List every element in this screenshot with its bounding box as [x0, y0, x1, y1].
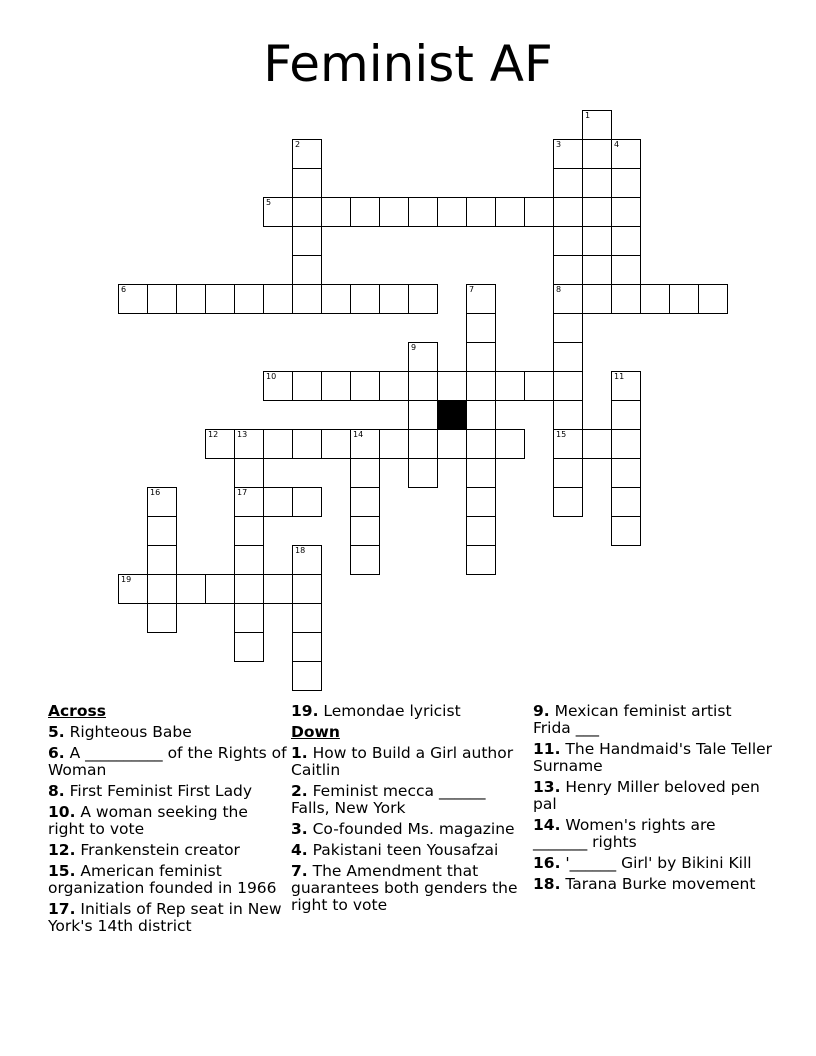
- grid-cell[interactable]: [553, 342, 583, 372]
- clue-number: 1: [585, 111, 591, 120]
- grid-cell[interactable]: [292, 487, 322, 517]
- clue-item-number: 14.: [533, 816, 561, 834]
- clue-item: [291, 863, 527, 914]
- clue-item-text: Tarana Burke movement: [560, 875, 756, 893]
- grid-cell[interactable]: [669, 284, 699, 314]
- grid-cell[interactable]: [350, 487, 380, 517]
- grid-cell[interactable]: [234, 487, 264, 517]
- grid-cell[interactable]: [524, 197, 554, 227]
- grid-cell[interactable]: [437, 429, 467, 459]
- clue-item-text: The Handmaid's Tale Teller Surname: [533, 740, 773, 775]
- clue-number: 18: [295, 546, 306, 555]
- clue-item-text: Women's rights are _______ rights: [533, 816, 716, 851]
- grid-cell[interactable]: [263, 284, 293, 314]
- puzzle-title: Feminist AF: [263, 35, 553, 93]
- clue-item-text: Frankenstein creator: [75, 841, 240, 859]
- clue-item-text: The Amendment that guarantees both genders the right to vote: [291, 862, 518, 914]
- grid-cell[interactable]: [408, 429, 438, 459]
- clue-item-number: 16.: [533, 854, 561, 872]
- grid-cell[interactable]: [321, 429, 351, 459]
- grid-cell[interactable]: [292, 255, 322, 285]
- clue-number: 3: [556, 140, 562, 149]
- clue-item-number: 15.: [48, 862, 76, 880]
- clue-number: 5: [266, 198, 272, 207]
- grid-cell[interactable]: [350, 429, 380, 459]
- grid-cell[interactable]: [147, 487, 177, 517]
- grid-cell[interactable]: [553, 168, 583, 198]
- clue-number: 6: [121, 285, 127, 294]
- clue-number: 13: [237, 430, 248, 439]
- grid-cell[interactable]: [292, 545, 322, 575]
- clue-item-number: 11.: [533, 740, 561, 758]
- grid-cell[interactable]: [611, 371, 641, 401]
- grid-cell[interactable]: [379, 371, 409, 401]
- clue-column-1: [48, 703, 288, 939]
- grid-cell[interactable]: [292, 197, 322, 227]
- grid-cell[interactable]: [205, 429, 235, 459]
- grid-cell[interactable]: [466, 284, 496, 314]
- clue-item-text: A __________ of the Rights of Woman: [48, 744, 287, 779]
- clue-number: 7: [469, 285, 475, 294]
- grid-cell[interactable]: [350, 197, 380, 227]
- clue-item-number: 18.: [533, 875, 561, 893]
- grid-cell[interactable]: [118, 284, 148, 314]
- grid-cell[interactable]: [582, 139, 612, 169]
- grid-cell[interactable]: [408, 284, 438, 314]
- grid-cell[interactable]: [263, 574, 293, 604]
- grid-cell[interactable]: [205, 284, 235, 314]
- clue-number: 12: [208, 430, 219, 439]
- grid-cell[interactable]: [466, 313, 496, 343]
- clue-number: 15: [556, 430, 567, 439]
- clue-number: 4: [614, 140, 620, 149]
- grid-cell[interactable]: [234, 545, 264, 575]
- clue-item: [533, 741, 773, 775]
- grid-cell[interactable]: [234, 429, 264, 459]
- grid-cell[interactable]: [379, 197, 409, 227]
- grid-cell[interactable]: [582, 168, 612, 198]
- clue-item-number: 12.: [48, 841, 76, 859]
- clue-item: [291, 745, 527, 779]
- grid-cell[interactable]: [611, 487, 641, 517]
- clue-item-number: 13.: [533, 778, 561, 796]
- grid-cell[interactable]: [408, 371, 438, 401]
- grid-cell[interactable]: [466, 458, 496, 488]
- clue-number: 14: [353, 430, 364, 439]
- grid-cell[interactable]: [292, 574, 322, 604]
- clue-number: 17: [237, 488, 248, 497]
- black-square: [437, 400, 467, 430]
- clue-item-number: 7.: [291, 862, 308, 880]
- grid-cell[interactable]: [466, 545, 496, 575]
- clue-item-text: American feminist organization founded in 1966: [48, 862, 277, 897]
- clue-item-text: A woman seeking the right to vote: [48, 803, 248, 838]
- clue-item-number: 6.: [48, 744, 65, 762]
- clue-item-text: Initials of Rep seat in New York's 14th district: [48, 900, 282, 935]
- clue-number: 19: [121, 575, 132, 584]
- grid-cell[interactable]: [553, 313, 583, 343]
- grid-cell[interactable]: [466, 516, 496, 546]
- grid-cell[interactable]: [147, 603, 177, 633]
- grid-cell[interactable]: [553, 429, 583, 459]
- grid-cell[interactable]: [611, 516, 641, 546]
- clue-item: [48, 901, 288, 935]
- clue-column-2: [291, 703, 527, 918]
- grid-cell[interactable]: [176, 574, 206, 604]
- grid-cell[interactable]: [350, 371, 380, 401]
- grid-cell[interactable]: [292, 284, 322, 314]
- grid-cell[interactable]: [582, 284, 612, 314]
- grid-cell[interactable]: [408, 458, 438, 488]
- grid-cell[interactable]: [553, 458, 583, 488]
- clue-item-text: Mexican feminist artist Frida ___: [533, 702, 732, 737]
- grid-cell[interactable]: [205, 574, 235, 604]
- clue-item: [533, 703, 773, 737]
- grid-cell[interactable]: [176, 284, 206, 314]
- clue-item-number: 1.: [291, 744, 308, 762]
- grid-cell[interactable]: [495, 429, 525, 459]
- grid-cell[interactable]: [263, 487, 293, 517]
- clue-item-number: 5.: [48, 723, 65, 741]
- grid-cell[interactable]: [263, 197, 293, 227]
- clue-item-number: 4.: [291, 841, 308, 859]
- grid-cell[interactable]: [611, 255, 641, 285]
- clue-number: 9: [411, 343, 417, 352]
- grid-cell[interactable]: [466, 429, 496, 459]
- clue-item-number: 3.: [291, 820, 308, 838]
- grid-cell[interactable]: [147, 516, 177, 546]
- grid-cell[interactable]: [379, 429, 409, 459]
- grid-cell[interactable]: [553, 400, 583, 430]
- grid-cell[interactable]: [263, 429, 293, 459]
- clue-item-number: 10.: [48, 803, 76, 821]
- grid-cell[interactable]: [495, 197, 525, 227]
- clue-item: [291, 821, 527, 838]
- grid-cell[interactable]: [466, 371, 496, 401]
- grid-cell[interactable]: [553, 139, 583, 169]
- clue-item-number: 9.: [533, 702, 550, 720]
- grid-cell[interactable]: [611, 139, 641, 169]
- grid-cell[interactable]: [234, 603, 264, 633]
- clue-item: [48, 863, 288, 897]
- grid-cell[interactable]: [292, 603, 322, 633]
- clue-column-3: [533, 703, 773, 897]
- grid-cell[interactable]: [234, 284, 264, 314]
- clue-number: 8: [556, 285, 562, 294]
- clue-item: [533, 779, 773, 813]
- grid-cell[interactable]: [437, 371, 467, 401]
- grid-cell[interactable]: [495, 371, 525, 401]
- grid-cell[interactable]: [234, 632, 264, 662]
- grid-cell[interactable]: [292, 168, 322, 198]
- clue-item-text: How to Build a Girl author Caitlin: [291, 744, 514, 779]
- grid-cell[interactable]: [147, 574, 177, 604]
- grid-cell[interactable]: [234, 458, 264, 488]
- grid-cell[interactable]: [524, 371, 554, 401]
- grid-cell[interactable]: [611, 197, 641, 227]
- grid-cell[interactable]: [292, 371, 322, 401]
- grid-cell[interactable]: [234, 574, 264, 604]
- grid-cell[interactable]: [292, 226, 322, 256]
- grid-cell[interactable]: [582, 197, 612, 227]
- grid-cell[interactable]: [553, 371, 583, 401]
- clue-item: [291, 783, 527, 817]
- grid-cell[interactable]: [611, 284, 641, 314]
- grid-cell[interactable]: [553, 284, 583, 314]
- clue-number: 2: [295, 140, 301, 149]
- grid-cell[interactable]: [350, 545, 380, 575]
- grid-cell[interactable]: [234, 516, 264, 546]
- grid-cell[interactable]: [437, 197, 467, 227]
- clue-item-text: Righteous Babe: [64, 723, 192, 741]
- clue-item: [533, 855, 773, 872]
- clue-item-text: Lemondae lyricist: [318, 702, 461, 720]
- grid-cell[interactable]: [611, 226, 641, 256]
- clue-heading-down: Down: [291, 723, 340, 741]
- grid-cell[interactable]: [321, 284, 351, 314]
- grid-cell[interactable]: [582, 110, 612, 140]
- clue-item: [291, 703, 527, 720]
- clue-item: [291, 842, 527, 859]
- grid-cell[interactable]: [292, 661, 322, 691]
- grid-cell[interactable]: [379, 284, 409, 314]
- grid-cell[interactable]: [553, 226, 583, 256]
- clue-item: [48, 783, 288, 800]
- grid-cell[interactable]: [292, 139, 322, 169]
- grid-cell[interactable]: [147, 284, 177, 314]
- grid-cell[interactable]: [350, 458, 380, 488]
- grid-cell[interactable]: [466, 342, 496, 372]
- clue-heading-across: Across: [48, 702, 106, 720]
- clue-number: 11: [614, 372, 625, 381]
- grid-cell[interactable]: [147, 545, 177, 575]
- clue-item-text: '______ Girl' by Bikini Kill: [560, 854, 752, 872]
- grid-cell[interactable]: [553, 487, 583, 517]
- grid-cell[interactable]: [321, 371, 351, 401]
- clue-item: [533, 817, 773, 851]
- clue-item-text: Feminist mecca ______ Falls, New York: [291, 782, 486, 817]
- grid-cell[interactable]: [640, 284, 670, 314]
- clue-item-text: First Feminist First Lady: [64, 782, 253, 800]
- grid-cell[interactable]: [582, 226, 612, 256]
- grid-cell[interactable]: [408, 197, 438, 227]
- clue-item-number: 8.: [48, 782, 65, 800]
- grid-cell[interactable]: [611, 458, 641, 488]
- clue-number: 10: [266, 372, 277, 381]
- grid-cell[interactable]: [408, 400, 438, 430]
- clue-item: [48, 804, 288, 838]
- clue-item-number: 19.: [291, 702, 319, 720]
- clue-item-number: 2.: [291, 782, 308, 800]
- grid-cell[interactable]: [553, 255, 583, 285]
- grid-cell[interactable]: [466, 197, 496, 227]
- grid-cell[interactable]: [611, 400, 641, 430]
- grid-cell[interactable]: [698, 284, 728, 314]
- grid-cell[interactable]: [350, 284, 380, 314]
- grid-cell[interactable]: [611, 168, 641, 198]
- clue-item: [533, 876, 773, 893]
- clue-item: [48, 842, 288, 859]
- grid-cell[interactable]: [553, 197, 583, 227]
- clue-item-text: Co-founded Ms. magazine: [307, 820, 515, 838]
- grid-cell[interactable]: [292, 632, 322, 662]
- grid-cell[interactable]: [263, 371, 293, 401]
- grid-cell[interactable]: [466, 400, 496, 430]
- clue-item-number: 17.: [48, 900, 76, 918]
- clue-item: [48, 745, 288, 779]
- clue-item-text: Pakistani teen Yousafzai: [307, 841, 499, 859]
- clue-number: 16: [150, 488, 161, 497]
- grid-cell[interactable]: [321, 197, 351, 227]
- grid-cell[interactable]: [466, 487, 496, 517]
- grid-cell[interactable]: [408, 342, 438, 372]
- grid-cell[interactable]: [582, 429, 612, 459]
- clue-item-text: Henry Miller beloved pen pal: [533, 778, 760, 813]
- clue-item: [48, 724, 288, 741]
- grid-cell[interactable]: [611, 429, 641, 459]
- grid-cell[interactable]: [118, 574, 148, 604]
- grid-cell[interactable]: [292, 429, 322, 459]
- grid-cell[interactable]: [350, 516, 380, 546]
